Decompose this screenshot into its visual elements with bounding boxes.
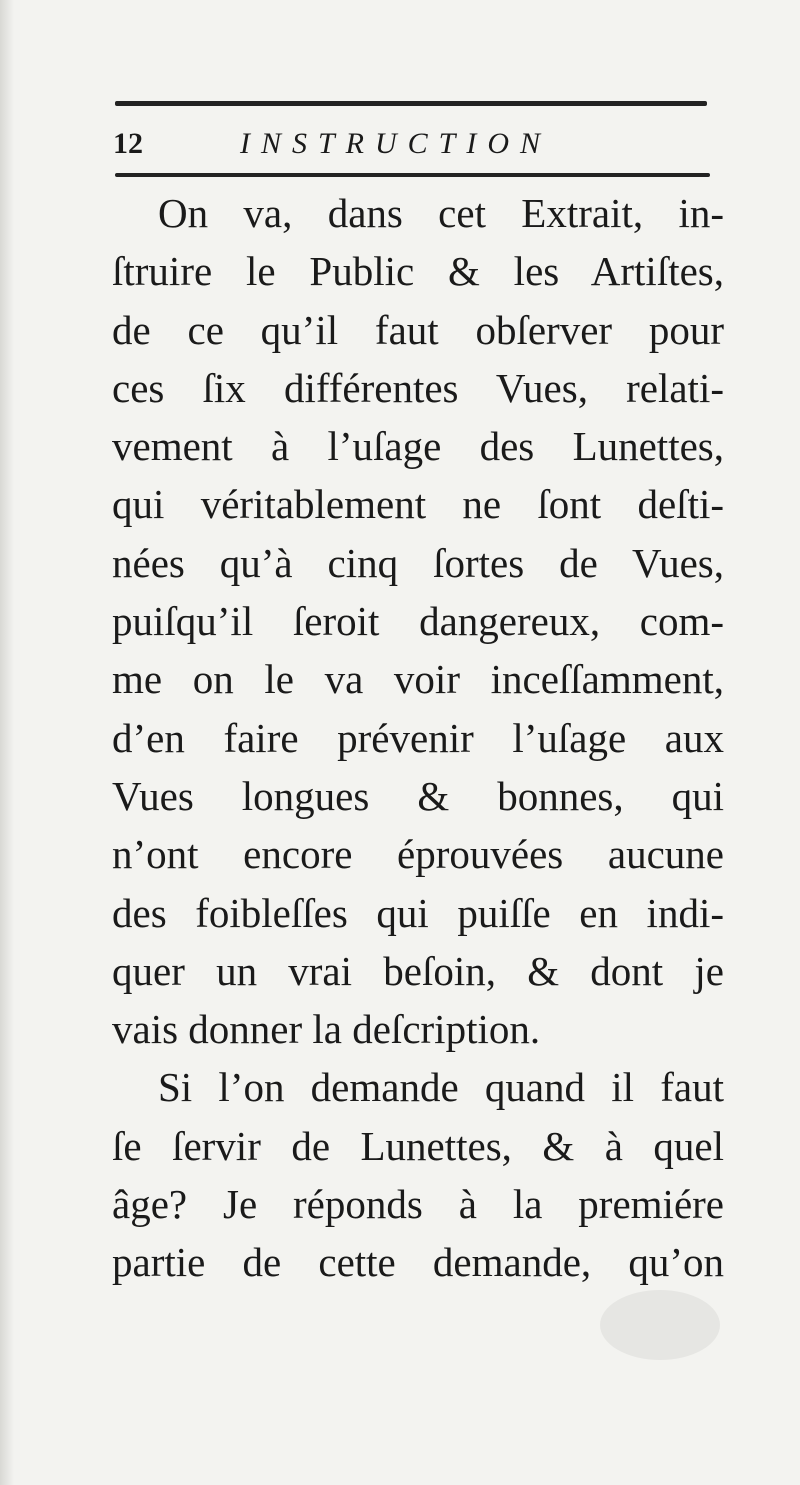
text-line: nées qu’à cinq ſortes de Vues, [112, 539, 724, 586]
text-line: n’ont encore éprouvées aucune [112, 831, 724, 878]
text-line: puiſqu’il ſeroit dangereux, com- [112, 598, 724, 645]
text-line: vais donner la deſcription. [112, 1006, 541, 1053]
text-line: d’en faire prévenir l’uſage aux [112, 714, 724, 761]
text-line: ſe ſervir de Lunettes, & à quel [112, 1122, 724, 1169]
text-line: Si l’on demande quand il faut [158, 1064, 724, 1111]
text-line: me on le va voir inceſſamment, [112, 656, 724, 703]
text-line: Vues longues & bonnes, qui [112, 772, 724, 819]
text-line: des foibleſſes qui puiſſe en indi- [112, 889, 724, 936]
text-line: quer un vrai beſoin, & dont je [112, 947, 724, 994]
text-line: partie de cette demande, qu’on [112, 1239, 724, 1286]
header-rule-bottom [115, 173, 710, 177]
header-rule-top [115, 101, 707, 106]
running-head: INSTRUCTION [240, 127, 552, 160]
text-line: âge? Je réponds à la premiére [112, 1181, 724, 1228]
text-line: vement à l’uſage des Lunettes, [112, 423, 724, 470]
text-line: ſtruire le Public & les Artiſtes, [112, 248, 724, 295]
page-number: 12 [113, 127, 143, 160]
text-line: qui véritablement ne ſont deſti- [112, 481, 724, 528]
text-line: ces ſix différentes Vues, relati- [112, 364, 724, 411]
paper-smudge [600, 1290, 720, 1360]
text-line: On va, dans cet Extrait, in- [158, 190, 724, 236]
body-text [112, 184, 724, 1292]
page-edge-shadow [0, 0, 14, 1485]
text-line: de ce qu’il faut obſerver pour [112, 306, 724, 353]
